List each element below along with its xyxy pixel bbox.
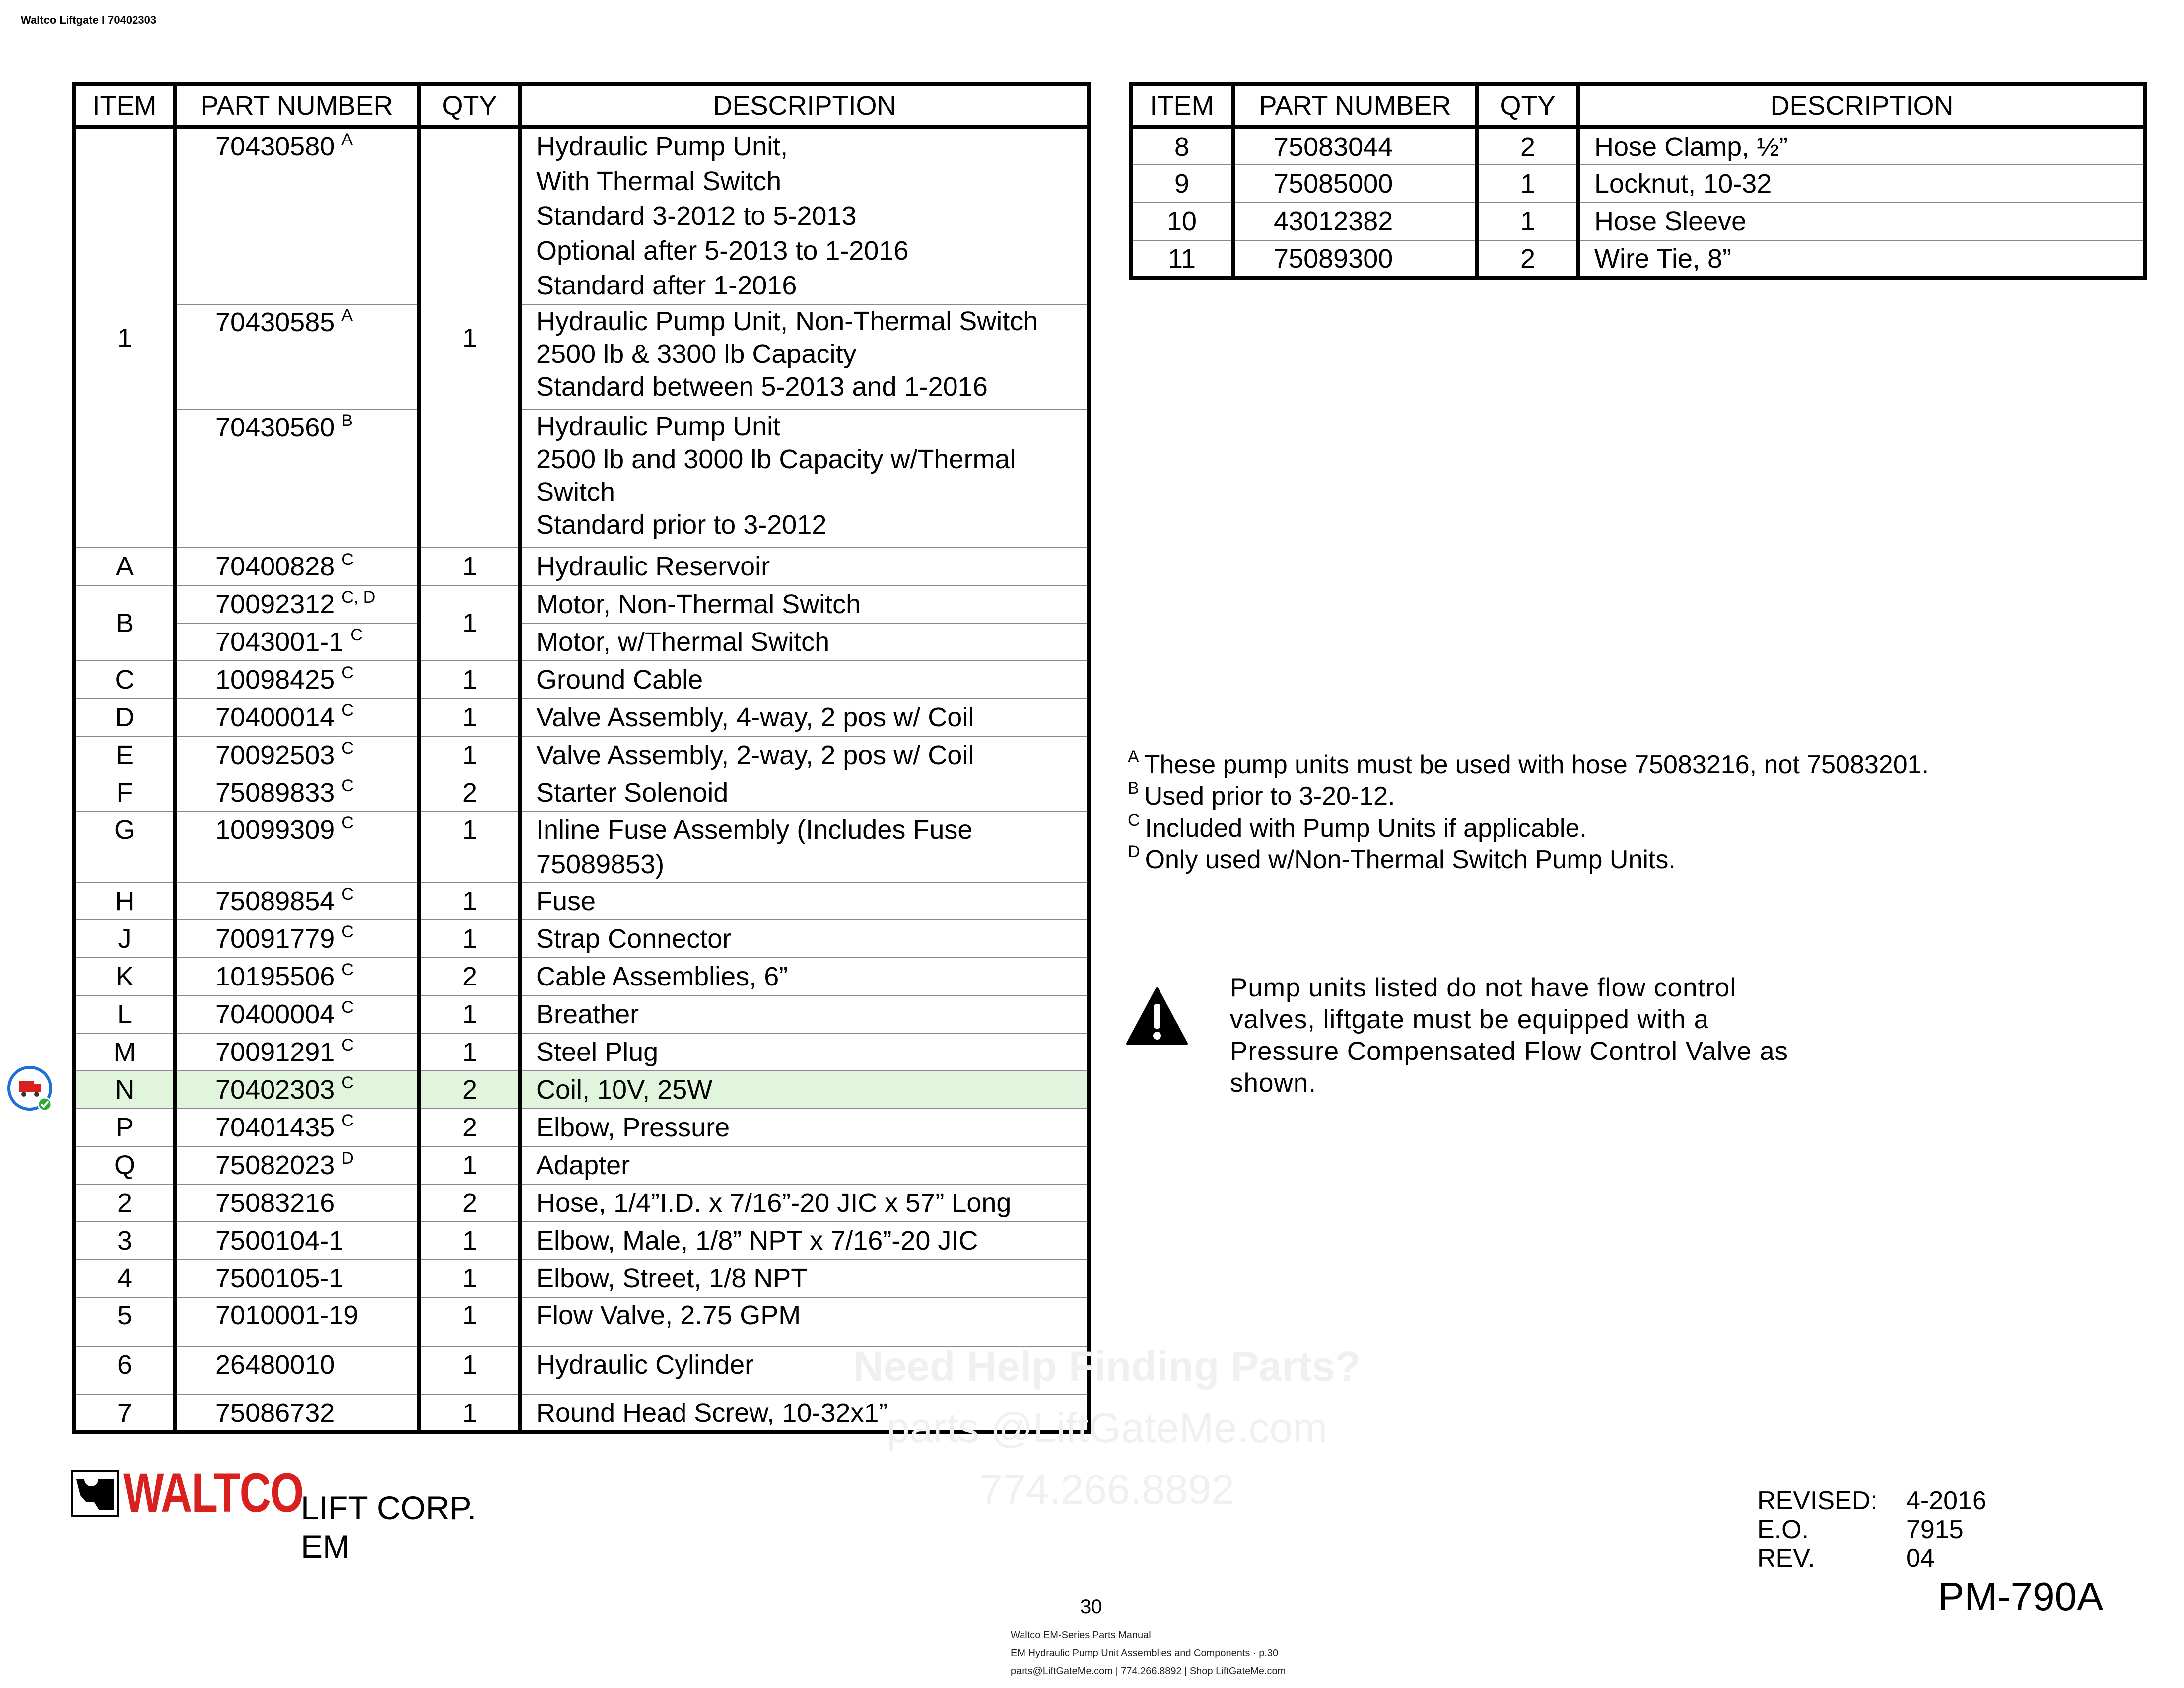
description-cell: Starter Solenoid [520, 774, 1089, 812]
waltco-logo: WALTCO [123, 1462, 303, 1524]
item-cell: A [74, 548, 175, 585]
table-row [74, 548, 1089, 585]
part-number-cell: 10195506 $^C$ [175, 958, 419, 995]
item-cell: 9 [1131, 165, 1233, 203]
part-number-cell: 75089854 $^C$ [175, 882, 419, 920]
footnotes [1128, 749, 1929, 876]
description-cell: Elbow, Male, 1/8” NPT x 7/16”-20 JIC [520, 1222, 1089, 1260]
description-cell: Elbow, Pressure [520, 1109, 1089, 1146]
parts-table-right [1129, 82, 2147, 280]
part-number-cell: 70430580 $^A$ [175, 127, 419, 304]
qty-cell: 1 [419, 812, 520, 882]
waltco-ram-logo-icon [71, 1470, 119, 1517]
table-row [74, 958, 1089, 995]
description-cell: Motor, w/Thermal Switch [520, 623, 1089, 661]
qty-cell: 2 [1477, 127, 1578, 165]
part-number-cell: 75083044 [1233, 127, 1477, 165]
part-number-cell: 75082023 $^D$ [175, 1146, 419, 1184]
item-cell: Q [74, 1146, 175, 1184]
description-cell: Valve Assembly, 2-way, 2 pos w/ Coil [520, 736, 1089, 774]
item-cell: 3 [74, 1222, 175, 1260]
item-cell: N [74, 1071, 175, 1109]
qty-cell: 1 [419, 1297, 520, 1347]
qty-cell: 2 [419, 1184, 520, 1222]
header-part-number: PART NUMBER [1233, 84, 1477, 127]
table-row [74, 1184, 1089, 1222]
item-cell: 10 [1131, 203, 1233, 240]
part-number-cell: 75083216 [175, 1184, 419, 1222]
table-row [74, 127, 1089, 304]
table-row [74, 995, 1089, 1033]
qty-cell: 1 [419, 548, 520, 585]
qty-cell: 1 [1477, 203, 1578, 240]
qty-cell: 1 [419, 882, 520, 920]
description-cell: Hydraulic Reservoir [520, 548, 1089, 585]
liftgate-truck-badge-icon[interactable] [6, 1064, 56, 1114]
part-number-cell: 70402303 $^C$ [175, 1071, 419, 1109]
description-cell: Hydraulic Pump Unit, Non-Thermal Switch 2500 lb & 3300 lb Capacity Standard between 5-2013 and 1-2016 [520, 304, 1089, 410]
eo-value: 7915 [1906, 1515, 1964, 1544]
item-cell: G [74, 812, 175, 882]
qty-cell: 1 [419, 1260, 520, 1297]
description-cell: Fuse [520, 882, 1089, 920]
rev-label: REV. [1757, 1544, 1815, 1573]
part-number-cell: 43012382 [1233, 203, 1477, 240]
table-row [74, 410, 1089, 548]
table-row [74, 661, 1089, 699]
eo-label: E.O. [1757, 1515, 1809, 1544]
item-cell: L [74, 995, 175, 1033]
part-number-cell: 70092503 $^C$ [175, 736, 419, 774]
item-cell: 11 [1131, 240, 1233, 278]
table-row [74, 1222, 1089, 1260]
revised-label: REVISED: [1757, 1486, 1878, 1515]
footnote: $^D$ Only used w/Non-Thermal Switch Pump Units. [1128, 843, 1676, 874]
table-row [1131, 240, 2145, 278]
item-cell: H [74, 882, 175, 920]
description-cell: Hose, 1/4”I.D. x 7/16”-20 JIC x 57” Long [520, 1184, 1089, 1222]
item-cell: M [74, 1033, 175, 1071]
item-cell: 6 [74, 1347, 175, 1395]
qty-cell: 1 [419, 736, 520, 774]
description-cell: Round Head Screw, 10-32x1” [520, 1395, 1089, 1432]
part-number-cell: 70092312 $^{C, D}$ [175, 585, 419, 623]
qty-cell: 1 [419, 1033, 520, 1071]
description-cell: Ground Cable [520, 661, 1089, 699]
qty-cell: 1 [419, 995, 520, 1033]
description-cell: Hydraulic Pump Unit, With Thermal Switch Standard 3-2012 to 5-2013 Optional after 5-2013 to 1-2016 Standard after 1-2016 [520, 127, 1089, 304]
qty-cell: 1 [419, 920, 520, 958]
qty-cell: 2 [419, 774, 520, 812]
header-item: ITEM [1131, 84, 1233, 127]
part-number-cell: 75085000 [1233, 165, 1477, 203]
part-number-cell: 10098425 $^C$ [175, 661, 419, 699]
table-header-row [74, 84, 1089, 127]
part-number-cell: 70091291 $^C$ [175, 1033, 419, 1071]
document-header-title: Waltco Liftgate I 70402303 [21, 14, 157, 26]
part-number-cell: 70091779 $^C$ [175, 920, 419, 958]
item-cell: P [74, 1109, 175, 1146]
item-cell: 8 [1131, 127, 1233, 165]
description-cell: Motor, Non-Thermal Switch [520, 585, 1089, 623]
footnote: $^B$ Used prior to 3-20-12. [1128, 779, 1395, 811]
part-number-cell: 26480010 [175, 1347, 419, 1395]
table-row [74, 882, 1089, 920]
description-cell: Hydraulic Cylinder [520, 1347, 1089, 1395]
description-cell: Elbow, Street, 1/8 NPT [520, 1260, 1089, 1297]
qty-cell: 1 [419, 1146, 520, 1184]
part-number-cell: 70400828 $^C$ [175, 548, 419, 585]
qty-cell: 1 [419, 1222, 520, 1260]
table-row [1131, 165, 2145, 203]
qty-cell: 1 [419, 699, 520, 736]
header-part-number: PART NUMBER [175, 84, 419, 127]
table-row [74, 304, 1089, 410]
table-row [74, 623, 1089, 661]
table-row [74, 1260, 1089, 1297]
table-row [1131, 127, 2145, 165]
table-row [74, 736, 1089, 774]
table-row [74, 920, 1089, 958]
footnote: $^A$ These pump units must be used with hose 75083216, not 75083201. [1128, 747, 1929, 779]
description-cell: Coil, 10V, 25W [520, 1071, 1089, 1109]
description-cell: Adapter [520, 1146, 1089, 1184]
footnote: $^C$ Included with Pump Units if applicable. [1128, 811, 1587, 843]
table-row [74, 774, 1089, 812]
header-qty: QTY [419, 84, 520, 127]
item-cell: 7 [74, 1395, 175, 1432]
table-row [74, 1033, 1089, 1071]
description-cell: Inline Fuse Assembly (Includes Fuse 75089853) [520, 812, 1089, 882]
qty-cell: 1 [419, 585, 520, 661]
table-row [74, 585, 1089, 623]
description-cell: Cable Assemblies, 6” [520, 958, 1089, 995]
part-number-cell: 70400004 $^C$ [175, 995, 419, 1033]
revision-block [1757, 1486, 1986, 1573]
item-cell: 2 [74, 1184, 175, 1222]
warning-triangle-icon [1126, 987, 1188, 1047]
item-cell: E [74, 736, 175, 774]
rev-value: 04 [1906, 1544, 1935, 1573]
table-row [74, 812, 1089, 882]
qty-cell: 2 [419, 1109, 520, 1146]
qty-cell: 2 [1477, 240, 1578, 278]
table-row [74, 699, 1089, 736]
qty-cell: 2 [419, 958, 520, 995]
flow-control-warning: Pump units listed do not have flow control valves, liftgate must be equipped with a Pressure Compensated Flow Control Valve as shown. [1230, 973, 1789, 1098]
item-cell: B [74, 585, 175, 661]
description-cell: Steel Plug [520, 1033, 1089, 1071]
header-qty: QTY [1477, 84, 1578, 127]
part-number-cell: 70400014 $^C$ [175, 699, 419, 736]
document-number: PM-790A [1938, 1574, 2104, 1618]
item-cell: J [74, 920, 175, 958]
part-number-cell: 7500104-1 [175, 1222, 419, 1260]
parts-table-left [72, 82, 1091, 1434]
description-cell: Hydraulic Pump Unit 2500 lb and 3000 lb Capacity w/Thermal Switch Standard prior to 3-2012 [520, 410, 1089, 548]
table-row [74, 1109, 1089, 1146]
description-cell: Flow Valve, 2.75 GPM [520, 1297, 1089, 1347]
qty-cell: 1 [419, 661, 520, 699]
header-description: DESCRIPTION [1578, 84, 2145, 127]
item-cell: K [74, 958, 175, 995]
description-cell: Breather [520, 995, 1089, 1033]
item-cell: F [74, 774, 175, 812]
description-cell: Wire Tie, 8” [1578, 240, 2145, 278]
table-row [1131, 203, 2145, 240]
part-number-cell: 70430560 $^B$ [175, 410, 419, 548]
table-header-row [1131, 84, 2145, 127]
part-number-cell: 75089300 [1233, 240, 1477, 278]
part-number-cell: 7500105-1 [175, 1260, 419, 1297]
description-cell: Valve Assembly, 4-way, 2 pos w/ Coil [520, 699, 1089, 736]
item-cell: 4 [74, 1260, 175, 1297]
description-cell: Locknut, 10-32 [1578, 165, 2145, 203]
part-number-cell: 75089833 $^C$ [175, 774, 419, 812]
item-cell: 5 [74, 1297, 175, 1347]
item-cell: D [74, 699, 175, 736]
page-footer: Waltco EM-Series Parts Manual EM Hydraulic Pump Unit Assemblies and Components · p.30 parts@LiftGateMe.com | 774.266.8892 | Shop LiftGateMe.com [1011, 1630, 1286, 1677]
qty-cell: 1 [1477, 165, 1578, 203]
part-number-cell: 10099309 $^C$ [175, 812, 419, 882]
qty-cell: 2 [419, 1071, 520, 1109]
description-cell: Hose Sleeve [1578, 203, 2145, 240]
page-number: 30 [1080, 1596, 1102, 1618]
description-cell: Strap Connector [520, 920, 1089, 958]
header-item: ITEM [74, 84, 175, 127]
item-cell: C [74, 661, 175, 699]
qty-cell: 1 [419, 1347, 520, 1395]
qty-cell: 1 [419, 1395, 520, 1432]
company-name: LIFT CORP. EM [301, 1489, 477, 1565]
item-cell: 1 [74, 127, 175, 548]
part-number-cell: 70401435 $^C$ [175, 1109, 419, 1146]
part-number-cell: 7010001-19 [175, 1297, 419, 1347]
part-number-cell: 70430585 $^A$ [175, 304, 419, 410]
table-row [74, 1071, 1089, 1109]
revised-value: 4-2016 [1906, 1486, 1986, 1515]
help-watermark: Need Help Finding Parts? parts @LiftGateMe.com 774.266.8892 [853, 1343, 1361, 1513]
part-number-cell: 75086732 [175, 1395, 419, 1432]
part-number-cell: 7043001-1 $^C$ [175, 623, 419, 661]
qty-cell: 1 [419, 127, 520, 548]
description-cell: Hose Clamp, ½” [1578, 127, 2145, 165]
header-description: DESCRIPTION [520, 84, 1089, 127]
table-row [74, 1146, 1089, 1184]
